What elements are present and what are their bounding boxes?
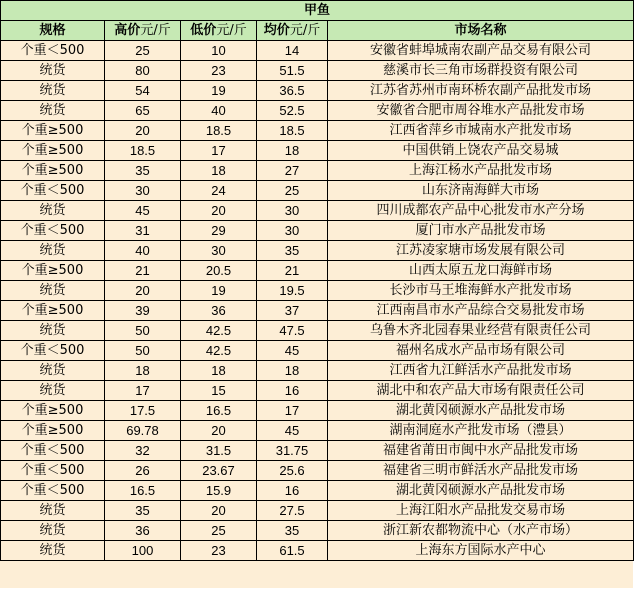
header-avg-label: 均价: [263, 23, 290, 38]
high-price-cell: 65: [105, 101, 181, 121]
low-price-cell: 42.5: [181, 321, 257, 341]
table-row: [1, 461, 634, 481]
avg-price-cell: 51.5: [257, 61, 328, 81]
market-name-cell: 湖南洞庭水产批发市场（澧县）: [328, 421, 634, 441]
table-row: [1, 41, 634, 61]
table-row: [1, 281, 634, 301]
high-price-cell: 26: [105, 461, 181, 481]
avg-price-cell: 27.5: [257, 501, 328, 521]
market-name-cell: 上海江阳水产品批发交易市场: [328, 501, 634, 521]
header-low-label: 低价: [190, 23, 217, 38]
header-high-label: 高价: [114, 23, 141, 38]
low-price-cell: 10: [181, 41, 257, 61]
low-price-cell: 29: [181, 221, 257, 241]
avg-price-cell: 16: [257, 381, 328, 401]
avg-price-cell: 47.5: [257, 321, 328, 341]
avg-price-cell: 25.6: [257, 461, 328, 481]
avg-price-cell: 30: [257, 201, 328, 221]
high-price-cell: 69.78: [105, 421, 181, 441]
high-price-cell: 25: [105, 41, 181, 61]
table-row: [1, 401, 634, 421]
table-row: [1, 341, 634, 361]
avg-price-cell: 61.5: [257, 541, 328, 561]
high-price-cell: 35: [105, 161, 181, 181]
table-row: [1, 421, 634, 441]
header-row: [1, 21, 634, 41]
market-name-cell: 长沙市马王堆海鲜水产批发市场: [328, 281, 634, 301]
spec-cell: 个重＜500: [1, 441, 105, 461]
spec-cell: 个重≥500: [1, 261, 105, 281]
market-name-cell: 安徽省合肥市周谷堆水产品批发市场: [328, 101, 634, 121]
high-price-cell: 39: [105, 301, 181, 321]
table-row: [1, 521, 634, 541]
avg-price-cell: 18.5: [257, 121, 328, 141]
low-price-cell: 15.9: [181, 481, 257, 501]
high-price-cell: 35: [105, 501, 181, 521]
avg-price-cell: 31.75: [257, 441, 328, 461]
avg-price-cell: 18: [257, 141, 328, 161]
spec-cell: 个重≥500: [1, 401, 105, 421]
low-price-cell: 20: [181, 201, 257, 221]
low-price-cell: 19: [181, 81, 257, 101]
low-price-cell: 36: [181, 301, 257, 321]
table-row: [1, 541, 634, 561]
spec-cell: 个重＜500: [1, 41, 105, 61]
header-market: 市场名称: [328, 21, 634, 41]
spec-cell: 统货: [1, 281, 105, 301]
market-name-cell: 福州名成水产品市场有限公司: [328, 341, 634, 361]
market-name-cell: 湖北黄冈硕源水产品批发市场: [328, 481, 634, 501]
header-low-price: [181, 21, 257, 41]
high-price-cell: 45: [105, 201, 181, 221]
header-high-price: [105, 21, 181, 41]
high-price-cell: 80: [105, 61, 181, 81]
header-high-unit: 元/斤: [140, 23, 171, 38]
low-price-cell: 20.5: [181, 261, 257, 281]
low-price-cell: 42.5: [181, 341, 257, 361]
high-price-cell: 100: [105, 541, 181, 561]
low-price-cell: 31.5: [181, 441, 257, 461]
spec-cell: 统货: [1, 501, 105, 521]
avg-price-cell: 30: [257, 221, 328, 241]
market-name-cell: 福建省三明市鲜活水产品批发市场: [328, 461, 634, 481]
avg-price-cell: 16: [257, 481, 328, 501]
avg-price-cell: 35: [257, 241, 328, 261]
table-row: [1, 201, 634, 221]
high-price-cell: 18: [105, 361, 181, 381]
spec-cell: 统货: [1, 101, 105, 121]
market-name-cell: 乌鲁木齐北园春果业经营有限责任公司: [328, 321, 634, 341]
market-name-cell: 江苏省苏州市南环桥农副产品批发市场: [328, 81, 634, 101]
high-price-cell: 32: [105, 441, 181, 461]
market-name-cell: 浙江新农都物流中心（水产市场）: [328, 521, 634, 541]
table-row: [1, 241, 634, 261]
header-avg-unit: 元/斤: [289, 23, 321, 38]
avg-price-cell: 25: [257, 181, 328, 201]
avg-price-cell: 18: [257, 361, 328, 381]
market-name-cell: 慈溪市长三角市场群投资有限公司: [328, 61, 634, 81]
spec-cell: 个重＜500: [1, 461, 105, 481]
market-name-cell: 山东济南海鲜大市场: [328, 181, 634, 201]
table-title: 甲鱼: [1, 1, 634, 21]
spec-cell: 个重＜500: [1, 181, 105, 201]
spec-cell: 统货: [1, 81, 105, 101]
market-name-cell: 四川成都农产品中心批发市水产分场: [328, 201, 634, 221]
spec-cell: 统货: [1, 541, 105, 561]
low-price-cell: 18: [181, 161, 257, 181]
high-price-cell: 20: [105, 121, 181, 141]
low-price-cell: 16.5: [181, 401, 257, 421]
market-name-cell: 江西南昌市水产品综合交易批发市场: [328, 301, 634, 321]
low-price-cell: 40: [181, 101, 257, 121]
avg-price-cell: 52.5: [257, 101, 328, 121]
market-name-cell: 江西省萍乡市城南水产批发市场: [328, 121, 634, 141]
low-price-cell: 20: [181, 421, 257, 441]
market-name-cell: 福建省莆田市闽中水产品批发市场: [328, 441, 634, 461]
table-row: [1, 301, 634, 321]
high-price-cell: 21: [105, 261, 181, 281]
market-name-cell: 江苏凌家塘市场发展有限公司: [328, 241, 634, 261]
low-price-cell: 17: [181, 141, 257, 161]
high-price-cell: 50: [105, 321, 181, 341]
low-price-cell: 23.67: [181, 461, 257, 481]
market-name-cell: 山西太原五龙口海鲜市场: [328, 261, 634, 281]
header-low-unit: 元/斤: [216, 23, 247, 38]
spec-cell: 个重≥500: [1, 121, 105, 141]
spec-cell: 个重≥500: [1, 301, 105, 321]
table-row: [1, 61, 634, 81]
low-price-cell: 25: [181, 521, 257, 541]
avg-price-cell: 27: [257, 161, 328, 181]
high-price-cell: 40: [105, 241, 181, 261]
header-spec: 规格: [1, 21, 105, 41]
table-row: [1, 361, 634, 381]
avg-price-cell: 45: [257, 341, 328, 361]
table-row: [1, 501, 634, 521]
high-price-cell: 17.5: [105, 401, 181, 421]
market-name-cell: 安徽省蚌埠城南农副产品交易有限公司: [328, 41, 634, 61]
spec-cell: 统货: [1, 321, 105, 341]
table-row: [1, 81, 634, 101]
low-price-cell: 30: [181, 241, 257, 261]
market-name-cell: 中国供销上饶农产品交易城: [328, 141, 634, 161]
low-price-cell: 18: [181, 361, 257, 381]
high-price-cell: 16.5: [105, 481, 181, 501]
high-price-cell: 54: [105, 81, 181, 101]
spec-cell: 统货: [1, 521, 105, 541]
table-row: [1, 121, 634, 141]
spec-cell: 个重≥500: [1, 161, 105, 181]
high-price-cell: 20: [105, 281, 181, 301]
table-row: [1, 481, 634, 501]
spec-cell: 统货: [1, 361, 105, 381]
market-name-cell: 湖北黄冈硕源水产品批发市场: [328, 401, 634, 421]
high-price-cell: 30: [105, 181, 181, 201]
low-price-cell: 19: [181, 281, 257, 301]
table-row: [1, 381, 634, 401]
table-row: [1, 441, 634, 461]
market-name-cell: 厦门市水产品批发市场: [328, 221, 634, 241]
high-price-cell: 31: [105, 221, 181, 241]
spec-cell: 个重＜500: [1, 341, 105, 361]
high-price-cell: 18.5: [105, 141, 181, 161]
high-price-cell: 17: [105, 381, 181, 401]
table-row: [1, 321, 634, 341]
avg-price-cell: 14: [257, 41, 328, 61]
avg-price-cell: 21: [257, 261, 328, 281]
low-price-cell: 23: [181, 61, 257, 81]
table-row: [1, 161, 634, 181]
avg-price-cell: 17: [257, 401, 328, 421]
low-price-cell: 23: [181, 541, 257, 561]
spec-cell: 统货: [1, 381, 105, 401]
spec-cell: 个重≥500: [1, 421, 105, 441]
high-price-cell: 50: [105, 341, 181, 361]
table-row: [1, 261, 634, 281]
market-name-cell: 江西省九江鲜活水产品批发市场: [328, 361, 634, 381]
table-body: [1, 41, 634, 561]
spec-cell: 个重≥500: [1, 141, 105, 161]
header-avg-price: [257, 21, 328, 41]
market-name-cell: 上海江杨水产品批发市场: [328, 161, 634, 181]
low-price-cell: 18.5: [181, 121, 257, 141]
spec-cell: 个重＜500: [1, 221, 105, 241]
market-name-cell: 湖北中和农产品大市场有限责任公司: [328, 381, 634, 401]
avg-price-cell: 35: [257, 521, 328, 541]
spec-cell: 统货: [1, 241, 105, 261]
avg-price-cell: 19.5: [257, 281, 328, 301]
avg-price-cell: 45: [257, 421, 328, 441]
spec-cell: 个重＜500: [1, 481, 105, 501]
low-price-cell: 15: [181, 381, 257, 401]
spec-cell: 统货: [1, 61, 105, 81]
title-row: [1, 1, 634, 21]
table-row: [1, 141, 634, 161]
avg-price-cell: 37: [257, 301, 328, 321]
spec-cell: 统货: [1, 201, 105, 221]
table-row: [1, 221, 634, 241]
market-name-cell: 上海东方国际水产中心: [328, 541, 634, 561]
high-price-cell: 36: [105, 521, 181, 541]
low-price-cell: 20: [181, 501, 257, 521]
avg-price-cell: 36.5: [257, 81, 328, 101]
low-price-cell: 24: [181, 181, 257, 201]
table-row: [1, 101, 634, 121]
table-row: [1, 181, 634, 201]
